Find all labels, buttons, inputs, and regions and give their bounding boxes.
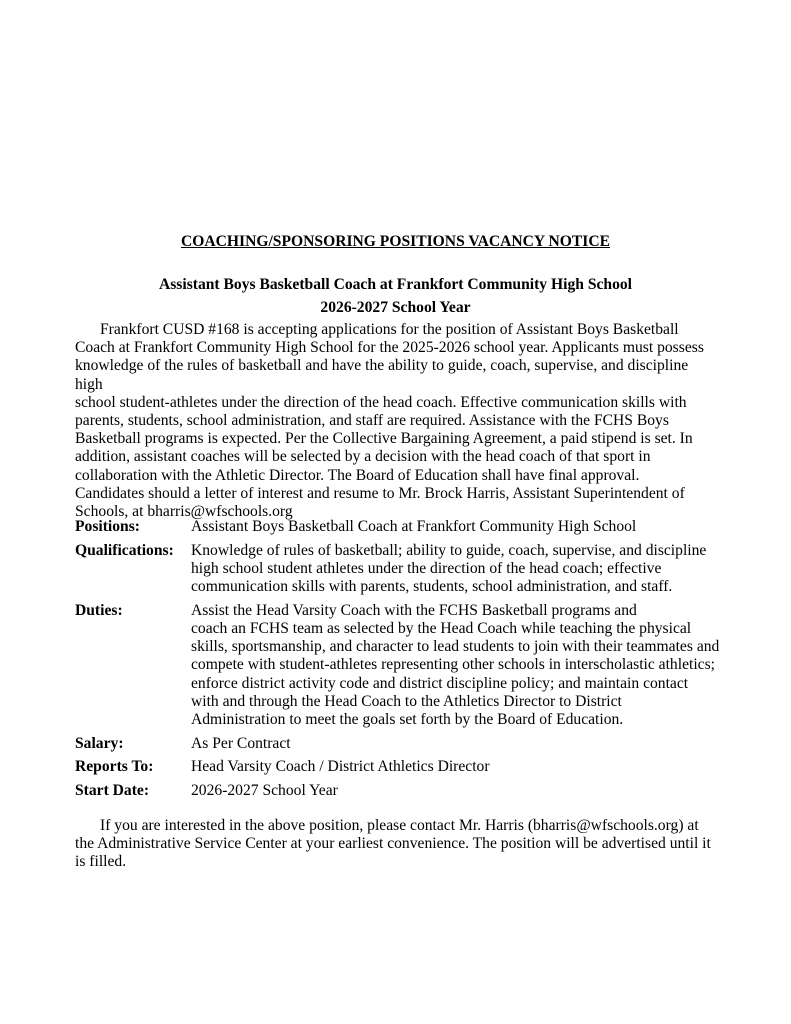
intro-paragraph bbox=[75, 321, 715, 521]
qualifications-field bbox=[75, 542, 725, 597]
salary-label: Salary: bbox=[75, 734, 124, 752]
intro-line: Candidates should a letter of interest and resume to Mr. Brock Harris, Assistant Superintendent of bbox=[75, 484, 685, 502]
intro-line: Schools, at bharris@wfschools.org bbox=[75, 503, 293, 521]
position-details bbox=[75, 518, 725, 806]
intro-line: knowledge of the rules of basketball and have the ability to guide, coach, supervise, and discipline high bbox=[75, 357, 689, 393]
start-date-label: Start Date: bbox=[75, 782, 150, 800]
duties-line: Administration to meet the goals set forth by the Board of Education. bbox=[191, 711, 624, 729]
intro-line: collaboration with the Athletic Director. The Board of Education shall have final approval. bbox=[75, 466, 640, 484]
duties-field bbox=[75, 602, 725, 729]
intro-line: Frankfort CUSD #168 is accepting applications for the position of Assistant Boys Basketball bbox=[100, 321, 679, 338]
positions-line: Assistant Boys Basketball Coach at Frankfort Community High School bbox=[191, 518, 637, 535]
qualifications-label: Qualifications: bbox=[75, 541, 174, 559]
closing-paragraph bbox=[75, 817, 720, 872]
closing-line: is filled. bbox=[75, 853, 127, 871]
positions-field bbox=[75, 518, 725, 536]
duties-line: Assist the Head Varsity Coach with the FCHS Basketball programs and bbox=[191, 601, 637, 619]
closing-line: the Administrative Service Center at your earliest convenience. The position will be advertised until it bbox=[75, 835, 711, 853]
intro-line: Coach at Frankfort Community High School for the 2025-2026 school year. Applicants must possess bbox=[75, 339, 704, 357]
start-date-value bbox=[191, 782, 725, 800]
qualifications-line: Knowledge of rules of basketball; ability to guide, coach, supervise, and discipline bbox=[191, 541, 707, 559]
intro-line: school student-athletes under the direction of the head coach. Effective communication skills with bbox=[75, 393, 687, 411]
closing-line: If you are interested in the above position, please contact Mr. Harris (bharris@wfschools.org) at bbox=[100, 817, 699, 834]
qualifications-line: high school student athletes under the direction of the head coach; effective bbox=[191, 559, 662, 577]
intro-line: Basketball programs is expected. Per the Collective Bargaining Agreement, a paid stipend is set. In bbox=[75, 430, 693, 448]
salary-value bbox=[191, 735, 725, 753]
positions-label: Positions: bbox=[75, 518, 140, 535]
reports-to-value bbox=[191, 758, 725, 776]
salary-line: As Per Contract bbox=[191, 734, 291, 752]
reports-to-field bbox=[75, 758, 725, 776]
qualifications-line: communication skills with parents, students, school administration, and staff. bbox=[191, 578, 673, 596]
duties-line: skills, sportsmanship, and character to lead students to join with their teammates and bbox=[191, 638, 720, 656]
reports-to-line: Head Varsity Coach / District Athletics Director bbox=[191, 758, 490, 776]
notice-title: COACHING/SPONSORING POSITIONS VACANCY NOTICE bbox=[180, 233, 611, 250]
qualifications-value bbox=[191, 542, 725, 597]
reports-to-label: Reports To: bbox=[75, 758, 154, 776]
duties-line: coach an FCHS team as selected by the Head Coach while teaching the physical bbox=[191, 620, 692, 638]
duties-line: compete with student-athletes representing other schools in interscholastic athletics; bbox=[191, 656, 715, 674]
intro-line: addition, assistant coaches will be selected by a decision with the head coach of that sport in bbox=[75, 448, 651, 466]
start-date-line: 2026-2027 School Year bbox=[191, 782, 338, 800]
positions-value bbox=[191, 518, 725, 536]
salary-field bbox=[75, 735, 725, 753]
school-year-subtitle: 2026-2027 School Year bbox=[320, 299, 471, 316]
start-date-field bbox=[75, 782, 725, 800]
intro-line: parents, students, school administration, and staff are required. Assistance with the FCHS Boys bbox=[75, 412, 669, 430]
duties-line: with and through the Head Coach to the Athletics Director to District bbox=[191, 692, 622, 710]
position-subtitle: Assistant Boys Basketball Coach at Frankfort Community High School bbox=[158, 276, 633, 293]
duties-label: Duties: bbox=[75, 601, 123, 619]
duties-line: enforce district activity code and district discipline policy; and maintain contact bbox=[191, 674, 689, 692]
duties-value bbox=[191, 602, 725, 729]
